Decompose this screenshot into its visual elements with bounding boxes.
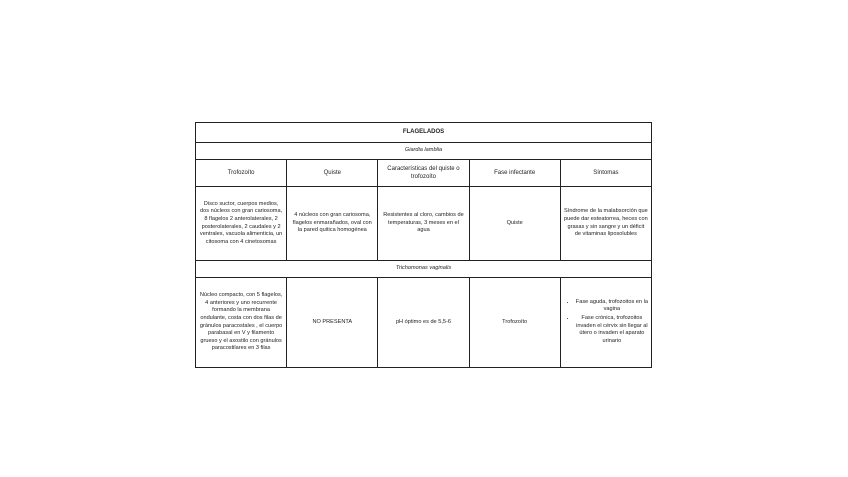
table-cell: Resistentes al cloro, cambios de temperaturas, 3 meses en el agua [378, 187, 469, 261]
column-header: Síntomas [560, 160, 651, 187]
table-row [196, 278, 652, 368]
column-header: Fase infectante [469, 160, 560, 187]
list-item: • Fase crónica, trofozoitos invaden el cérvix sin llegar al útero o invaden el aparato urinario [576, 315, 648, 345]
flagelados-table [195, 122, 652, 368]
table-cell: Quiste [469, 187, 560, 261]
table-cell: Núcleo compacto, con 5 flagelos, 4 anteriores y uno recurrente formando la membrana ondulante, costa con dos filas de gránulos paracostales , el cuerpo parabasal en V y filamento grueso y el axostilo con gránulos paracostilares en 3 filas [196, 278, 287, 368]
table-title: FLAGELADOS [196, 123, 652, 143]
column-header: Características del quiste o trofozoíto [378, 160, 469, 187]
species-name: Giardia lamblia [196, 143, 652, 160]
table-cell: Trofozoíto [469, 278, 560, 368]
table-cell: 4 núcleos con gran cariosoma, flagelos enmarañados, oval con la pared quitica homogénea [287, 187, 378, 261]
species-row [196, 261, 652, 278]
column-header: Trofozoíto [196, 160, 287, 187]
column-header: Quiste [287, 160, 378, 187]
table-cell: NO PRESENTA [287, 278, 378, 368]
species-row [196, 143, 652, 160]
table-cell: pH óptimo es de 5,5-6 [378, 278, 469, 368]
symptoms-list [564, 299, 648, 345]
list-item: • Fase aguda, trofozoitos en la vagina [576, 299, 648, 314]
table-cell: Disco suctor, cuerpos medios, dos núcleos con gran cariosoma, 8 flagelos 2 anterolaterales, 2 posterolaterales, 2 caudales y 2 ventrales, vacuola alimenticia, un citosoma con 4 cinetosomas [196, 187, 287, 261]
table-title-row [196, 123, 652, 143]
species-name: Trichomonas vaginalis [196, 261, 652, 278]
table-row [196, 187, 652, 261]
table-cell: Síndrome de la malabsorción que puede dar esteatorrea, heces con grasas y sin sangre y un déficit de vitaminas liposolubles [560, 187, 651, 261]
symptoms-cell [560, 278, 651, 368]
column-header-row [196, 160, 652, 187]
